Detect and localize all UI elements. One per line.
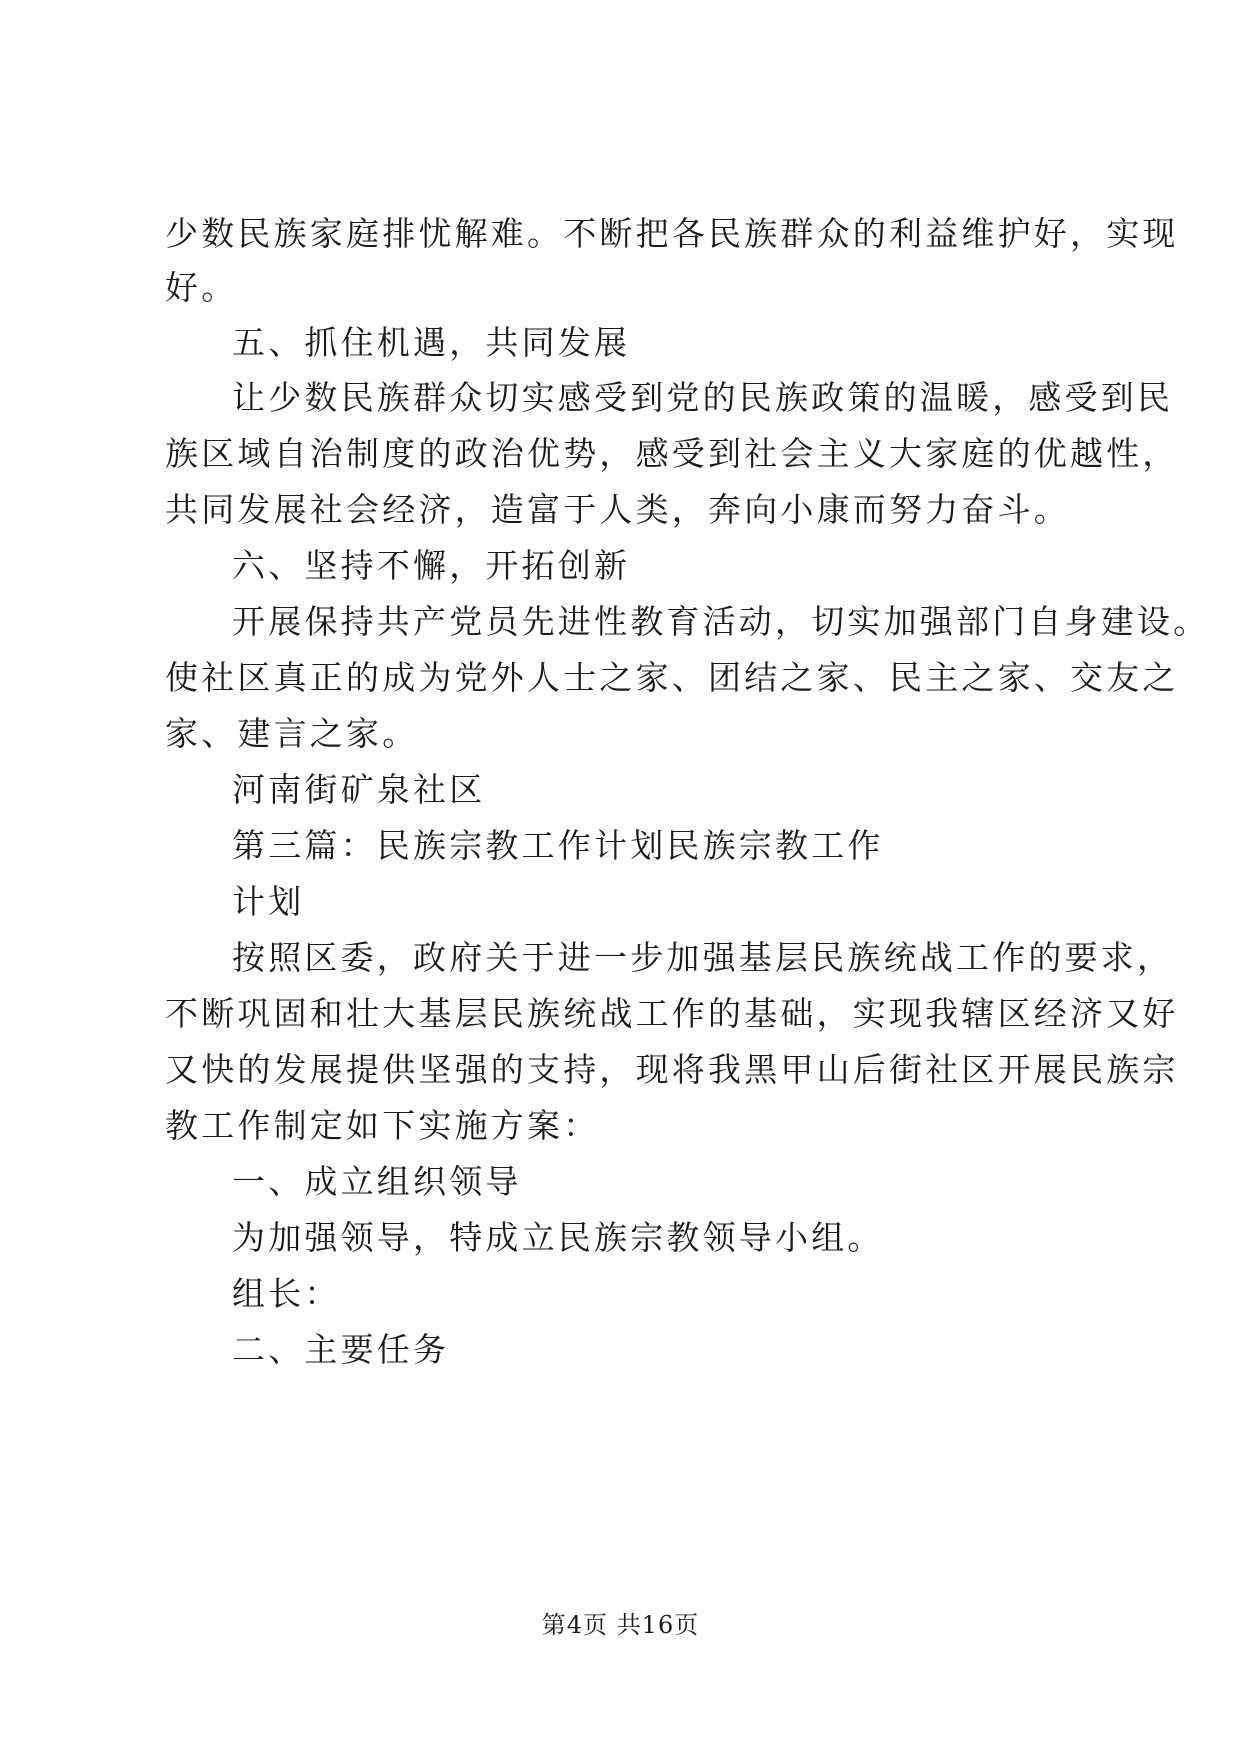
section-heading-5: 五、抓住机遇，共同发展: [232, 323, 631, 362]
body-text-line: 按照区委，政府关于进一步加强基层民族统战工作的要求，: [232, 938, 1174, 977]
section-heading-1: 一、成立组织领导: [232, 1162, 522, 1201]
body-text-line: 族区域自治制度的政治优势，感受到社会主义大家庭的优越性，: [165, 434, 1179, 473]
community-name: 河南街矿泉社区: [232, 770, 486, 809]
body-text-line: 教工作制定如下实施方案：: [165, 1106, 600, 1145]
body-text-line: 开展保持共产党员先进性教育活动，切实加强部门自身建设。: [232, 602, 1210, 641]
body-text-line: 好。: [165, 268, 238, 307]
chapter-title-continuation: 计划: [232, 882, 305, 921]
chapter-title: 第三篇：民族宗教工作计划民族宗教工作: [232, 826, 884, 865]
body-text-line: 不断巩固和壮大基层民族统战工作的基础，实现我辖区经济又好: [165, 994, 1179, 1033]
body-text-line: 组长：: [232, 1274, 341, 1313]
body-text-line: 家、建言之家。: [165, 714, 419, 753]
body-text-line: 又快的发展提供坚强的支持，现将我黑甲山后街社区开展民族宗: [165, 1050, 1179, 1089]
body-text-line: 使社区真正的成为党外人士之家、团结之家、民主之家、交友之: [165, 658, 1179, 697]
page-number-footer: 第4页 共16页: [541, 1611, 700, 1639]
section-heading-6: 六、坚持不懈，开拓创新: [232, 546, 631, 585]
body-text-line: 为加强领导，特成立民族宗教领导小组。: [232, 1218, 884, 1257]
body-text-line: 共同发展社会经济，造富于人类，奔向小康而努力奋斗。: [165, 490, 1070, 529]
body-text-line: 少数民族家庭排忧解难。不断把各民族群众的利益维护好，实现: [165, 214, 1179, 253]
section-heading-2: 二、主要任务: [232, 1330, 450, 1369]
body-text-line: 让少数民族群众切实感受到党的民族政策的温暖，感受到民: [232, 378, 1174, 417]
